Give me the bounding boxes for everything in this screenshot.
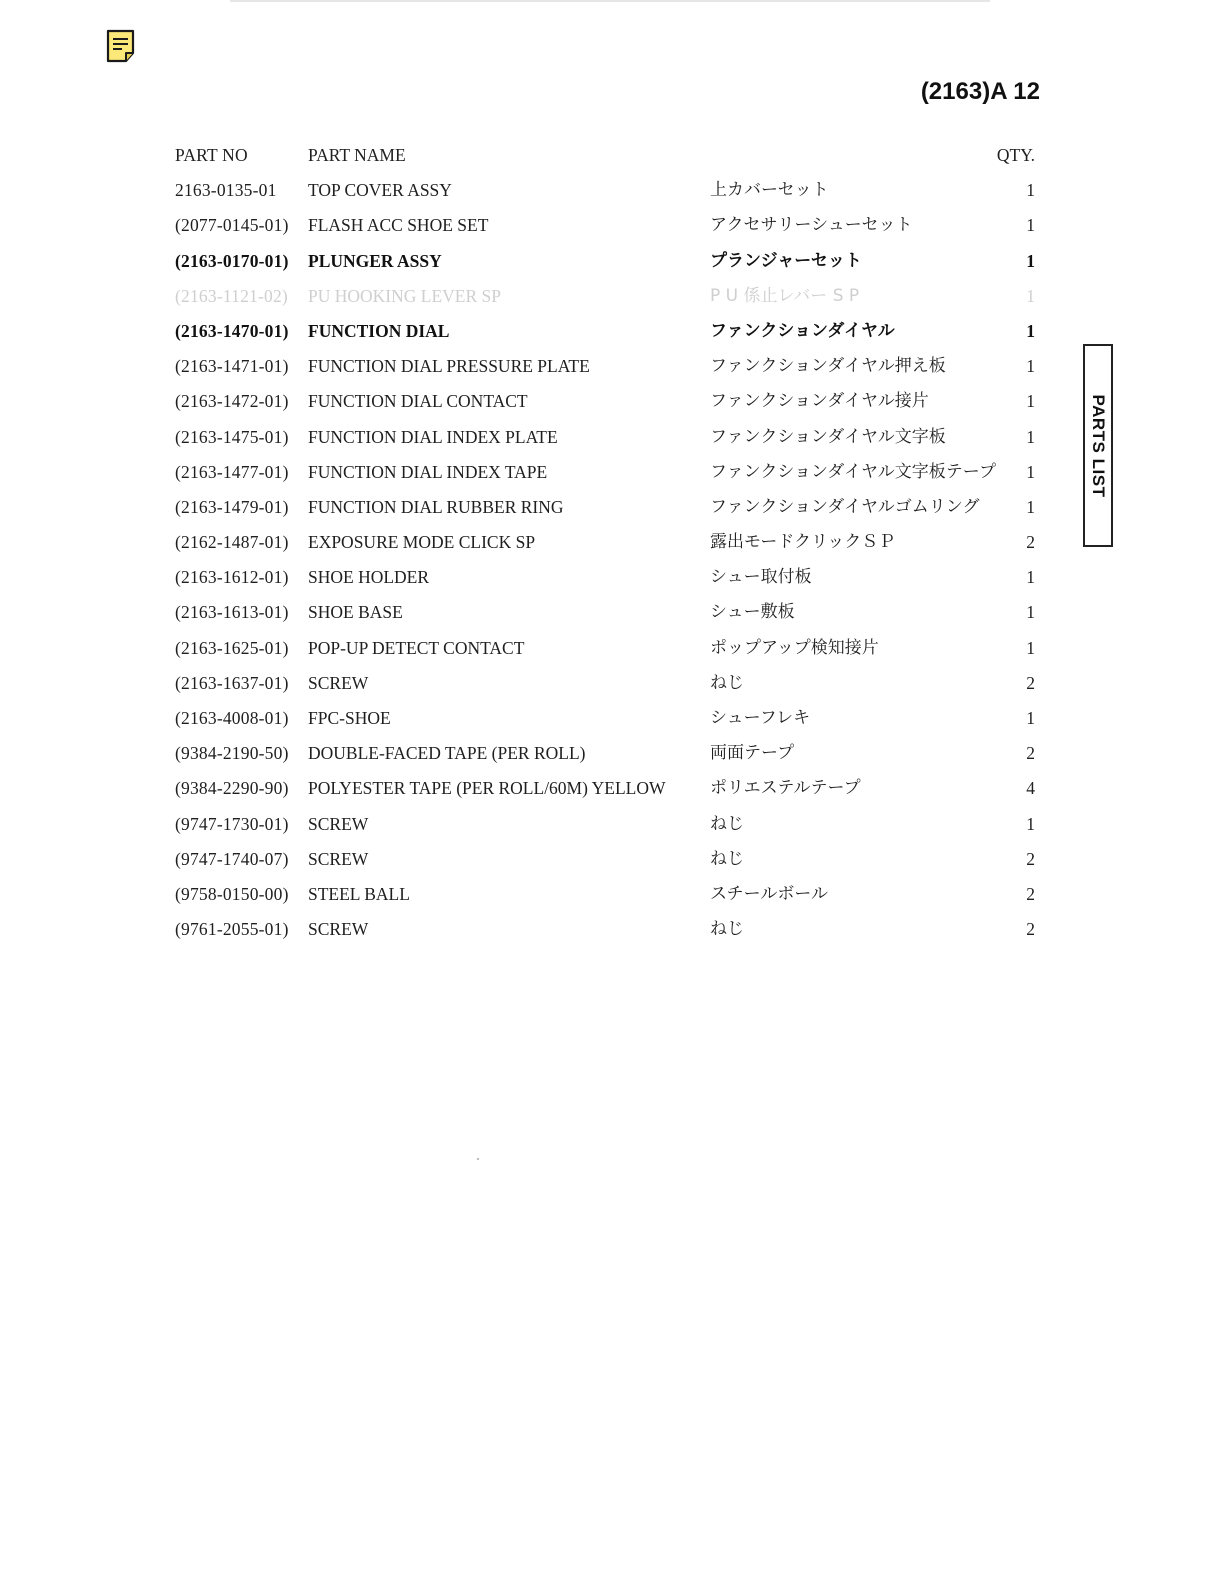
- part-no-cell: (9747-1730-01): [175, 813, 289, 834]
- part-name-cell: STEEL BALL: [308, 883, 410, 904]
- table-row: [175, 701, 1035, 736]
- qty-cell: 1: [1026, 496, 1035, 517]
- part-name-cell: SCREW: [308, 848, 369, 869]
- table-row: [175, 631, 1035, 666]
- part-name-jp-cell: ファンクションダイヤル接片: [710, 391, 929, 412]
- page-code: (2163)A 12: [920, 78, 1040, 105]
- part-no-cell: (9747-1740-07): [175, 848, 289, 869]
- qty-cell: 1: [1026, 567, 1035, 588]
- qty-cell: 2: [1026, 672, 1035, 693]
- header-qty: QTY.: [996, 145, 1035, 165]
- qty-cell: 1: [1026, 637, 1035, 658]
- qty-cell: 1: [1026, 215, 1035, 236]
- part-name-jp-cell: ファンクションダイヤル文字板: [710, 426, 946, 447]
- qty-cell: 1: [1026, 356, 1035, 377]
- qty-cell: 1: [1026, 461, 1035, 482]
- part-no-cell: (9384-2290-90): [175, 778, 289, 799]
- part-name-jp-cell: ねじ: [710, 848, 744, 869]
- table-row: [175, 736, 1035, 771]
- scan-edge-line: [230, 0, 990, 2]
- table-row: [175, 912, 1035, 947]
- qty-cell: 1: [1026, 813, 1035, 834]
- part-name-cell: PU HOOKING LEVER SP: [308, 285, 501, 306]
- qty-cell: 4: [1026, 778, 1035, 799]
- table-row: [175, 349, 1035, 384]
- part-name-cell: TOP COVER ASSY: [308, 180, 452, 201]
- table-row: [175, 420, 1035, 455]
- part-no-cell: (2163-1613-01): [175, 602, 289, 623]
- part-name-jp-cell: シュー取付板: [710, 567, 812, 588]
- table-row: [175, 807, 1035, 842]
- table-row: [175, 455, 1035, 490]
- part-name-cell: FPC-SHOE: [308, 708, 391, 728]
- part-name-jp-cell: ファンクションダイヤル文字板テープ: [710, 461, 996, 482]
- part-name-cell: FUNCTION DIAL: [308, 320, 450, 341]
- part-name-jp-cell: ファンクションダイヤルゴムリング: [710, 496, 980, 517]
- part-name-cell: FUNCTION DIAL INDEX PLATE: [308, 426, 558, 447]
- qty-cell: 1: [1026, 391, 1035, 412]
- part-name-jp-cell: P U 係止レバー S P: [710, 285, 860, 306]
- qty-cell: 1: [1026, 250, 1035, 271]
- qty-cell: 2: [1026, 532, 1035, 553]
- part-no-cell: (2163-1625-01): [175, 637, 289, 658]
- header-part-name: PART NAME: [308, 145, 406, 165]
- table-row: [175, 842, 1035, 877]
- part-name-jp-cell: 露出モードクリックＳＰ: [710, 532, 896, 553]
- part-name-jp-cell: ファンクションダイヤル押え板: [710, 356, 946, 377]
- part-no-cell: (2163-1471-01): [175, 356, 289, 377]
- part-no-cell: (2163-1470-01): [175, 320, 289, 341]
- part-no-cell: (2163-0170-01): [175, 250, 289, 271]
- part-name-cell: SHOE HOLDER: [308, 567, 430, 588]
- part-no-cell: (2163-1479-01): [175, 496, 289, 517]
- part-name-cell: SCREW: [308, 672, 369, 693]
- part-no-cell: (2163-1121-02): [175, 285, 288, 306]
- parts-table: [175, 138, 1035, 947]
- part-name-jp-cell: 両面テープ: [710, 743, 795, 764]
- qty-cell: 1: [1026, 426, 1035, 447]
- part-name-jp-cell: シューフレキ: [710, 708, 811, 728]
- part-name-cell: FUNCTION DIAL PRESSURE PLATE: [308, 356, 590, 377]
- table-row: [175, 384, 1035, 419]
- qty-cell: 2: [1026, 883, 1035, 904]
- part-name-jp-cell: ねじ: [710, 813, 744, 834]
- qty-cell: 1: [1026, 285, 1035, 306]
- part-name-cell: SHOE BASE: [308, 602, 403, 623]
- part-name-jp-cell: スチールボール: [710, 883, 828, 904]
- table-row: [175, 244, 1035, 279]
- table-row: [175, 173, 1035, 208]
- qty-cell: 2: [1026, 848, 1035, 869]
- part-name-jp-cell: アクセサリーシューセット: [710, 215, 913, 236]
- part-no-cell: (2163-1477-01): [175, 461, 289, 482]
- part-name-jp-cell: ポリエステルテープ: [710, 778, 861, 799]
- note-icon[interactable]: [106, 29, 136, 63]
- qty-cell: 2: [1026, 919, 1035, 940]
- table-row: [175, 314, 1035, 349]
- qty-cell: 1: [1026, 602, 1035, 623]
- part-name-cell: SCREW: [308, 813, 369, 834]
- part-name-jp-cell: ねじ: [710, 672, 744, 693]
- header-part-no: PART NO: [175, 145, 248, 165]
- part-name-jp-cell: ねじ: [710, 919, 744, 940]
- part-name-cell: FUNCTION DIAL RUBBER RING: [308, 496, 564, 517]
- part-name-cell: FUNCTION DIAL INDEX TAPE: [308, 461, 548, 482]
- table-row: [175, 595, 1035, 630]
- side-tab: [1083, 344, 1113, 547]
- part-name-cell: POP-UP DETECT CONTACT: [308, 637, 525, 658]
- table-row: [175, 877, 1035, 912]
- part-no-cell: (2163-4008-01): [175, 708, 289, 728]
- scan-speck: [477, 1158, 479, 1160]
- part-name-cell: SCREW: [308, 919, 369, 940]
- part-no-cell: (2163-1475-01): [175, 426, 289, 447]
- part-name-jp-cell: 上カバーセット: [710, 180, 829, 201]
- table-row: [175, 525, 1035, 560]
- qty-cell: 2: [1026, 743, 1035, 764]
- part-name-jp-cell: シュー敷板: [710, 602, 795, 623]
- part-name-cell: POLYESTER TAPE (PER ROLL/60M) YELLOW: [308, 778, 666, 799]
- part-no-cell: (9758-0150-00): [175, 883, 289, 904]
- part-name-jp-cell: ファンクションダイヤル: [710, 320, 895, 341]
- table-header: [175, 138, 1035, 173]
- part-name-cell: EXPOSURE MODE CLICK SP: [308, 532, 536, 553]
- part-name-cell: FUNCTION DIAL CONTACT: [308, 391, 528, 412]
- qty-cell: 1: [1026, 320, 1035, 341]
- part-name-cell: PLUNGER ASSY: [308, 250, 442, 271]
- part-no-cell: 2163-0135-01: [175, 180, 277, 201]
- part-no-cell: (9761-2055-01): [175, 919, 289, 940]
- qty-cell: 1: [1026, 180, 1035, 201]
- part-no-cell: (2163-1472-01): [175, 391, 289, 412]
- part-no-cell: (2163-1612-01): [175, 567, 289, 588]
- part-name-cell: DOUBLE-FACED TAPE (PER ROLL): [308, 743, 586, 764]
- part-no-cell: (2163-1637-01): [175, 672, 289, 693]
- table-row: [175, 279, 1035, 314]
- part-name-jp-cell: プランジャーセット: [710, 250, 862, 271]
- part-no-cell: (2162-1487-01): [175, 532, 289, 553]
- table-row: [175, 490, 1035, 525]
- table-row: [175, 208, 1035, 243]
- part-no-cell: (2077-0145-01): [175, 215, 289, 236]
- part-no-cell: (9384-2190-50): [175, 743, 289, 764]
- part-name-jp-cell: ポップアップ検知接片: [710, 637, 879, 658]
- table-row: [175, 560, 1035, 595]
- part-name-cell: FLASH ACC SHOE SET: [308, 215, 489, 236]
- side-tab-label: PARTS LIST: [1089, 394, 1108, 497]
- table-row: [175, 771, 1035, 806]
- table-row: [175, 666, 1035, 701]
- qty-cell: 1: [1026, 708, 1035, 728]
